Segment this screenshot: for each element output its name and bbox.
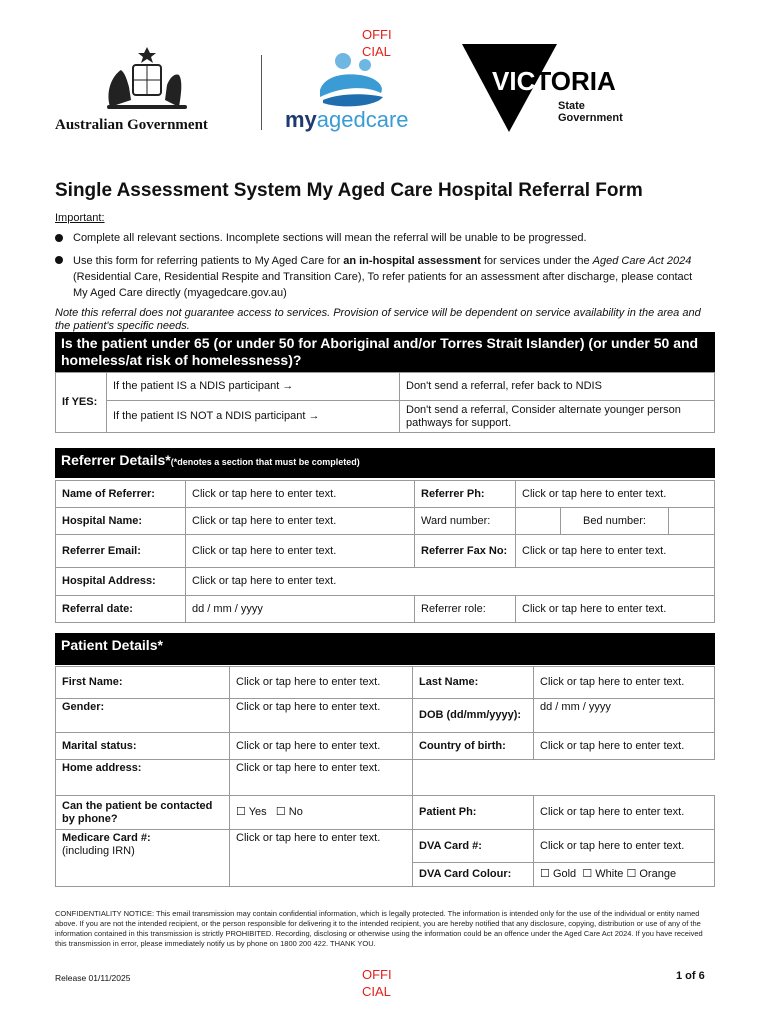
marital-status-field[interactable]: Click or tap here to enter text. [230,733,413,760]
referrer-ph-field[interactable]: Click or tap here to enter text. [516,481,715,508]
orange-label: Orange [639,868,677,880]
classification-top: OFFI CIAL [362,27,392,59]
yes-checkbox[interactable]: ☐ [236,806,246,818]
dva-card-label: DVA Card #: [413,830,534,863]
eligibility-condition: If the patient IS NOT a NDIS participant → [107,401,400,433]
referrer-role-field[interactable]: Click or tap here to enter text. [516,596,715,623]
bed-number-label: Bed number: [561,508,669,535]
eligibility-table [55,372,715,433]
gold-checkbox[interactable]: ☐ [540,868,550,880]
referrer-header: Referrer Details*(*denotes a section that must be completed) [55,448,715,478]
aus-gov-text: Australian Government [55,117,208,133]
hospital-name-field[interactable]: Click or tap here to enter text. [186,508,415,535]
referrer-ph-label: Referrer Ph: [415,481,516,508]
no-checkbox[interactable]: ☐ [275,806,286,818]
page-number: 1 of 6 [676,970,705,982]
ward-number-label: Ward number: [415,508,516,535]
referrer-fax-field[interactable]: Click or tap here to enter text. [516,535,715,568]
first-name-label: First Name: [56,667,230,699]
confidentiality-notice: CONFIDENTIALITY NOTICE: This email transmission may contain confidential information, which is legally protected. The information is intended only for the use of the individual or entity named above. If you are not the intended recipient, or the person responsible for delivering it to the intended recipient, you are hereby notified that any disclosure, copying, distribution or use of any of the information contained in this transmission is strictly PROHIBITED. Recording, disclosing or otherwise using the information could be an offence under the Aged Care Act 2024. If you have received this transmission in error, please immediately notify us by phone on 1800 200 422. THANK YOU. [55,909,703,948]
if-yes-label: If YES: [56,373,107,433]
eligibility-header: Is the patient under 65 (or under 50 for Aboriginal and/or Torres Strait Islander) (or under 50 and homeless/at risk of homelessness)? [55,332,715,372]
white-checkbox[interactable]: ☐ [582,868,593,880]
yes-label: Yes [248,806,267,818]
patient-ph-label: Patient Ph: [413,796,534,830]
page-title: Single Assessment System My Aged Care Hospital Referral Form [55,180,643,201]
referrer-fax-label: Referrer Fax No: [415,535,516,568]
eligibility-action: Don't send a referral, refer back to NDIS [400,373,715,401]
state-government-text: State Government [558,100,623,124]
hospital-name-label: Hospital Name: [56,508,186,535]
referrer-name-field[interactable]: Click or tap here to enter text. [186,481,415,508]
hospital-address-field[interactable]: Click or tap here to enter text. [186,568,715,596]
no-label: No [288,806,303,818]
gold-label: Gold [552,868,577,880]
release-date: Release 01/11/2025 [55,973,131,983]
bullet-item: Complete all relevant sections. Incomplete sections will mean the referral will be unable to be progressed. [55,231,705,246]
gender-label: Gender: [56,699,230,733]
myagedcare-figures-icon [285,45,425,110]
dva-card-colour-label: DVA Card Colour: [413,863,534,887]
gender-field[interactable]: Click or tap here to enter text. [230,699,413,733]
home-address-spacer [413,760,715,796]
contact-by-phone-options [230,796,413,830]
myagedcare-text: myagedcare [285,107,409,132]
country-of-birth-label: Country of birth: [413,733,534,760]
bullet-icon [55,234,63,242]
dob-field[interactable]: dd / mm / yyyy [534,699,715,733]
last-name-field[interactable]: Click or tap here to enter text. [534,667,715,699]
referrer-table [55,480,715,623]
referrer-email-label: Referrer Email: [56,535,186,568]
referral-date-field[interactable]: dd / mm / yyyy [186,596,415,623]
victoria-logo [462,44,632,139]
contact-by-phone-label: Can the patient be contacted by phone? [56,796,230,830]
home-address-field[interactable]: Click or tap here to enter text. [230,760,413,796]
referrer-email-field[interactable]: Click or tap here to enter text. [186,535,415,568]
patient-header: Patient Details* [55,633,715,665]
white-label: White [595,868,624,880]
eligibility-action: Don't send a referral, Consider alternate younger person pathways for support. [400,401,715,433]
logo-divider [261,55,262,130]
home-address-label: Home address: [56,760,230,796]
bullet-item: Use this form for referring patients to My Aged Care for an in-hospital assessment for services under the Aged Care Act 2024 (Residential Care, Residential Respite and Transition Care), To refer patients for an assessment after discharge, please contact My Aged Care directly (myagedcare.gov.au) [55,253,705,301]
dva-card-field[interactable]: Click or tap here to enter text. [534,830,715,863]
eligibility-condition: If the patient IS a NDIS participant → [107,373,400,401]
myagedcare-logo [285,45,425,140]
patient-ph-field[interactable]: Click or tap here to enter text. [534,796,715,830]
important-label: Important: [55,212,105,224]
first-name-field[interactable]: Click or tap here to enter text. [230,667,413,699]
referral-date-label: Referral date: [56,596,186,623]
coat-of-arms-icon [55,45,240,115]
country-of-birth-field[interactable]: Click or tap here to enter text. [534,733,715,760]
bullet-icon [55,256,63,264]
dva-card-colour-options [534,863,715,887]
ward-number-field[interactable] [516,508,561,535]
medicare-card-field[interactable]: Click or tap here to enter text. [230,830,413,887]
orange-checkbox[interactable]: ☐ [626,868,637,880]
medicare-card-label: Medicare Card #: (including IRN) [56,830,230,887]
australian-government-logo [55,45,240,140]
victoria-text: VICTORIA [492,66,616,96]
note-text: Note this referral does not guarantee access to services. Provision of service will be dependent on service availability in the area and the patient's specific needs. [55,307,701,332]
patient-table [55,666,715,887]
hospital-address-label: Hospital Address: [56,568,186,596]
bed-number-field[interactable] [669,508,715,535]
referrer-role-label: Referrer role: [415,596,516,623]
referrer-name-label: Name of Referrer: [56,481,186,508]
classification-bottom: OFFI CIAL [362,967,392,999]
marital-status-label: Marital status: [56,733,230,760]
last-name-label: Last Name: [413,667,534,699]
dob-label: DOB (dd/mm/yyyy): [413,699,534,733]
